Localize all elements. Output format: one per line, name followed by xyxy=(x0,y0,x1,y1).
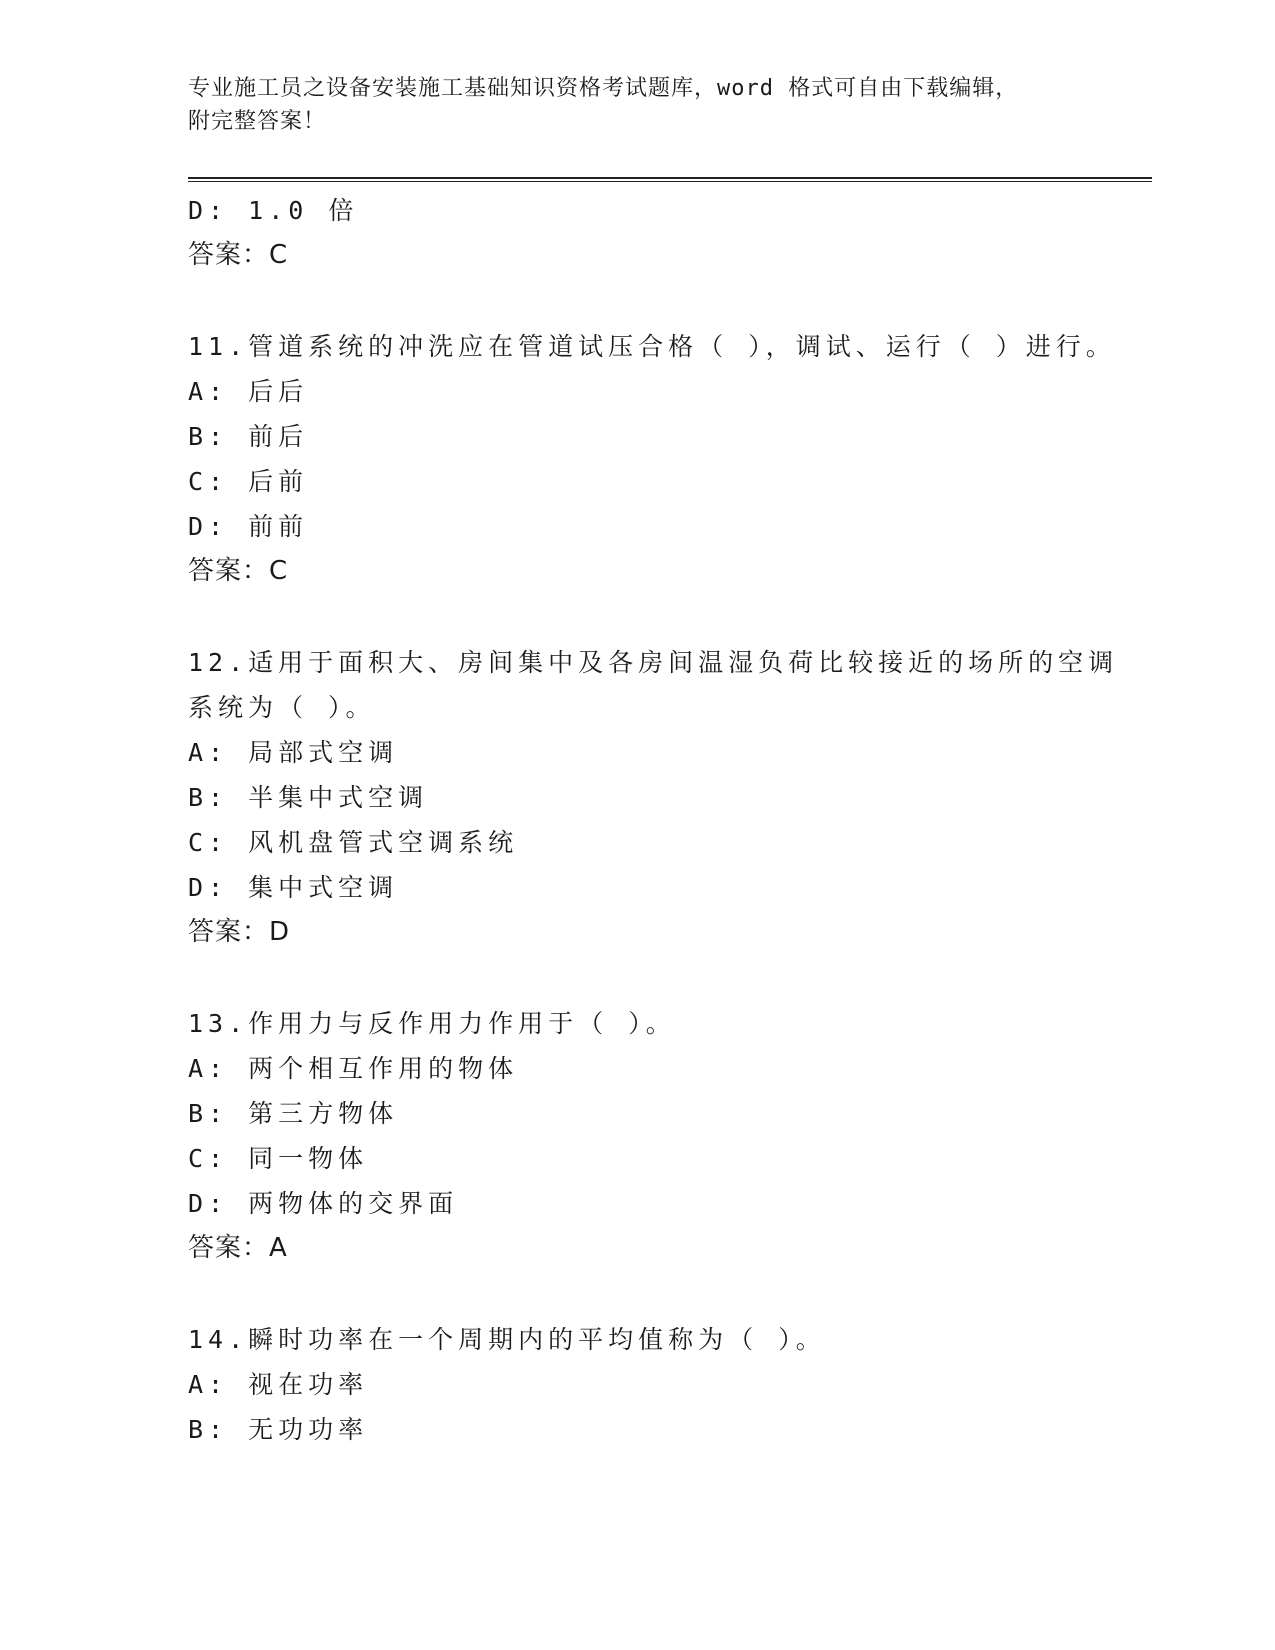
option-b: B: 无功功率 xyxy=(188,1415,369,1444)
question-stem: 11.管道系统的冲洗应在管道试压合格（ ），调试、运行（ ）进行。 xyxy=(188,332,1116,361)
option-b: B: 前后 xyxy=(188,422,309,451)
question-11 xyxy=(188,324,1116,594)
option-c: C: 风机盘管式空调系统 xyxy=(188,828,519,857)
question-12 xyxy=(188,640,1119,955)
spacer xyxy=(188,278,1088,324)
answer-line: 答案：C xyxy=(188,240,289,270)
option-a: A: 视在功率 xyxy=(188,1370,369,1399)
header-divider xyxy=(188,177,1152,182)
question-stem: 14.瞬时功率在一个周期内的平均值称为（ ）。 xyxy=(188,1325,826,1354)
question-stem-line-1: 12.适用于面积大、房间集中及各房间温湿负荷比较接近的场所的空调 xyxy=(188,648,1119,677)
spacer xyxy=(188,955,1088,1001)
option-a: A: 后后 xyxy=(188,377,309,406)
option-a: A: 两个相互作用的物体 xyxy=(188,1054,519,1083)
answer-line: 答案：D xyxy=(188,917,291,947)
answer-line: 答案：A xyxy=(188,1233,288,1263)
question-stem-line-2: 系统为（ ）。 xyxy=(188,693,376,722)
option-d: D: 前前 xyxy=(188,512,309,541)
spacer xyxy=(188,594,1088,640)
header-title-line-2: 附完整答案！ xyxy=(188,109,327,134)
spacer xyxy=(188,1271,1088,1317)
option-c: C: 后前 xyxy=(188,467,309,496)
question-list xyxy=(188,188,1119,1452)
question-13 xyxy=(188,1001,1088,1271)
option-b: B: 第三方物体 xyxy=(188,1099,399,1128)
option-a: A: 局部式空调 xyxy=(188,738,399,767)
option-d: D: 集中式空调 xyxy=(188,873,399,902)
question-14 xyxy=(188,1317,1088,1452)
header-title-line-1: 专业施工员之设备安装施工基础知识资格考试题库，word 格式可自由下载编辑， xyxy=(188,76,1019,101)
question-stem: 13.作用力与反作用力作用于（ ）。 xyxy=(188,1009,676,1038)
answer-line: 答案：C xyxy=(188,556,289,586)
option-d: D: 1.0 倍 xyxy=(188,196,359,225)
previous-question-tail xyxy=(188,188,1088,278)
option-c: C: 同一物体 xyxy=(188,1144,369,1173)
option-d: D: 两物体的交界面 xyxy=(188,1189,459,1218)
document-header xyxy=(188,72,1088,138)
option-b: B: 半集中式空调 xyxy=(188,783,429,812)
